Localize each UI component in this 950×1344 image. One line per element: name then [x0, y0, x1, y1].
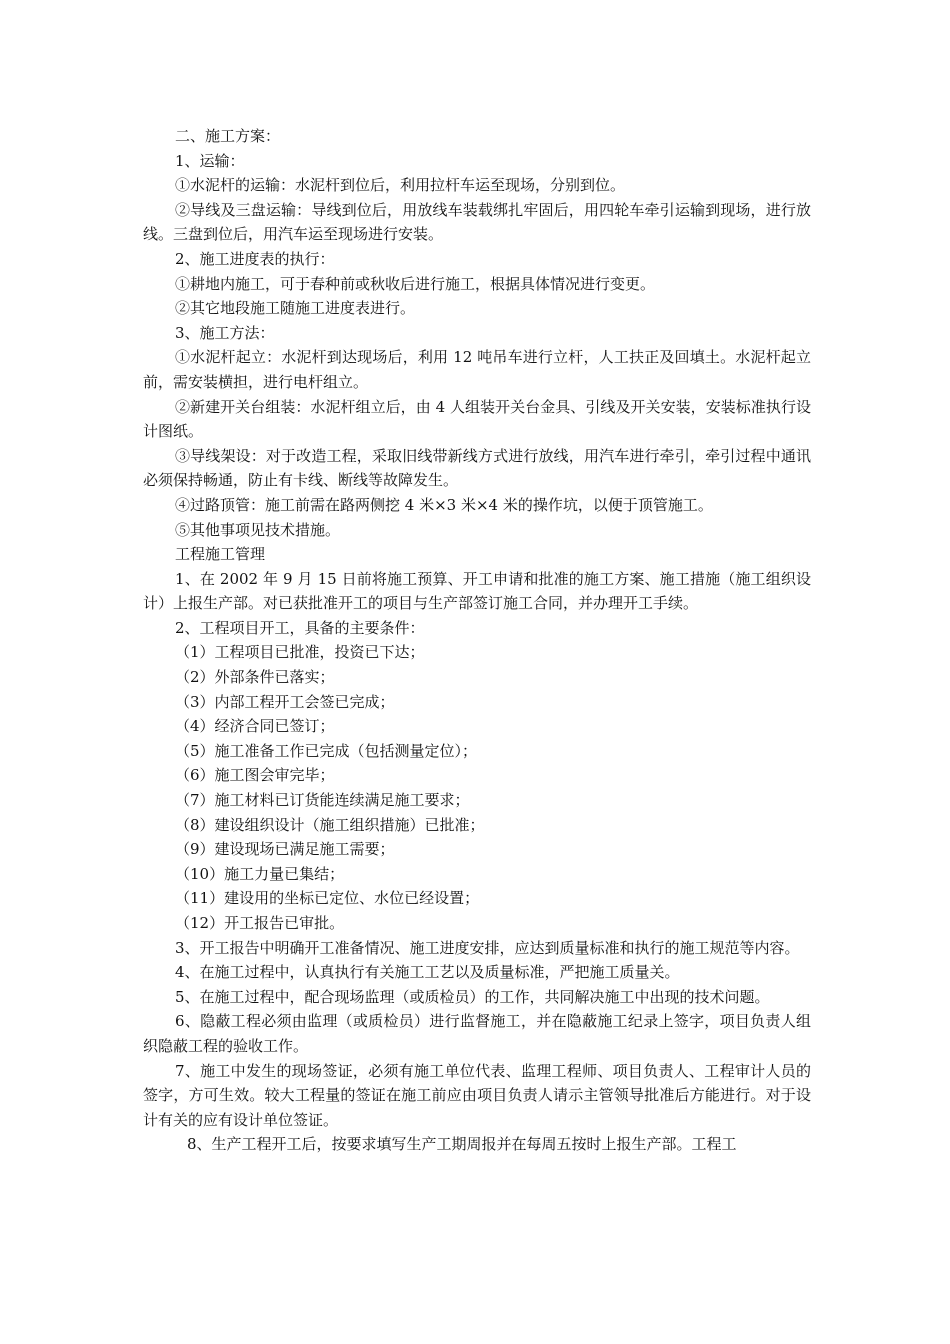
- subheading-schedule: 2、施工进度表的执行：: [175, 249, 335, 268]
- paragraph-item-1: 1、在 2002 年 9 月 15 日前将施工预算、开工申请和批准的施工方案、施工措施（施工组织设计）上报生产部。对已获批准开工的项目与生产部签订施工合同，并办理开工手续。: [143, 569, 811, 613]
- list-item-condition-1: （1）工程项目已批准，投资已下达；: [175, 643, 425, 662]
- list-item-condition-2: （2）外部条件已落实；: [175, 668, 335, 687]
- list-item-condition-7: （7）施工材料已订货能连续满足施工要求；: [175, 791, 470, 810]
- paragraph-item-6: 6、隐蔽工程必须由监理（或质检员）进行监督施工，并在隐蔽施工纪录上签字，项目负责人组织隐蔽工程的验收工作。: [143, 1012, 811, 1055]
- paragraph-other-matters: ⑤其他事项见技术措施。: [175, 520, 341, 539]
- subheading-methods: 3、施工方法：: [175, 323, 275, 342]
- paragraph-switch-assembly: ②新建开关台组装：水泥杆组立后，由 4 人组装开关台金具、引线及开关安装，安装标准执行设计图纸。: [143, 397, 811, 441]
- paragraph-wire-stringing: ③导线架设：对于改造工程，采取旧线带新线方式进行放线，用汽车进行牵引，牵引过程中通讯必须保持畅通，防止有卡线、断线等故障发生。: [143, 446, 811, 490]
- subheading-transport: 1、运输：: [175, 151, 245, 170]
- paragraph-item-2: 2、工程项目开工，具备的主要条件：: [175, 618, 425, 637]
- paragraph-item-5: 5、在施工过程中，配合现场监理（或质检员）的工作，共同解决施工中出现的技术问题。: [175, 987, 770, 1006]
- section-heading-management: 工程施工管理: [175, 545, 266, 564]
- list-item-condition-4: （4）经济合同已签订；: [175, 717, 335, 736]
- list-item-condition-12: （12）开工报告已审批。: [175, 914, 345, 932]
- paragraph-other-sections: ②其它地段施工随施工进度表进行。: [175, 299, 416, 318]
- paragraph-item-7: 7、施工中发生的现场签证，必须有施工单位代表、监理工程师、项目负责人、工程审计人员的签字，方可生效。较大工程量的签证在施工前应由项目负责人请示主管领导批准后方能进行。对于设计有关的应有设计单位签证。: [143, 1061, 811, 1129]
- paragraph-pipe-jacking: ④过路顶管：施工前需在路两侧挖 4 米×3 米×4 米的操作坑，以便于顶管施工。: [175, 495, 713, 514]
- document-body: [143, 124, 811, 1157]
- paragraph-wire-transport: ②导线及三盘运输：导线到位后，用放线车装载绑扎牢固后，用四轮车牵引运输到现场，进行放线。三盘到位后，用汽车运至现场进行安装。: [143, 200, 811, 244]
- list-item-condition-10: （10）施工力量已集结；: [175, 864, 345, 883]
- paragraph-pole-erection: ①水泥杆起立：水泥杆到达现场后，利用 12 吨吊车进行立杆，人工扶正及回填土。水泥杆起立前，需安装横担，进行电杆组立。: [143, 348, 811, 391]
- list-item-condition-5: （5）施工准备工作已完成（包括测量定位）；: [175, 741, 478, 760]
- list-item-condition-6: （6）施工图会审完毕；: [175, 766, 335, 785]
- list-item-condition-9: （9）建设现场已满足施工需要；: [175, 840, 395, 859]
- paragraph-pole-transport: ①水泥杆的运输：水泥杆到位后，利用拉杆车运至现场，分别到位。: [175, 176, 626, 195]
- list-item-condition-3: （3）内部工程开工会签已完成；: [175, 692, 395, 711]
- list-item-condition-11: （11）建设用的坐标已定位、水位已经设置；: [175, 889, 480, 908]
- paragraph-item-8: 8、生产工程开工后，按要求填写生产工期周报并在每周五按时上报生产部。工程工: [187, 1135, 737, 1154]
- section-heading-construction-plan: 二、施工方案：: [175, 127, 281, 145]
- paragraph-farmland: ①耕地内施工，可于春种前或秋收后进行施工，根据具体情况进行变更。: [175, 274, 656, 293]
- paragraph-item-3: 3、开工报告中明确开工准备情况、施工进度安排，应达到质量标准和执行的施工规范等内容。: [175, 938, 800, 957]
- list-item-condition-8: （8）建设组织设计（施工组织措施）已批准；: [175, 815, 485, 834]
- paragraph-item-4: 4、在施工过程中，认真执行有关施工工艺以及质量标准，严把施工质量关。: [175, 963, 680, 982]
